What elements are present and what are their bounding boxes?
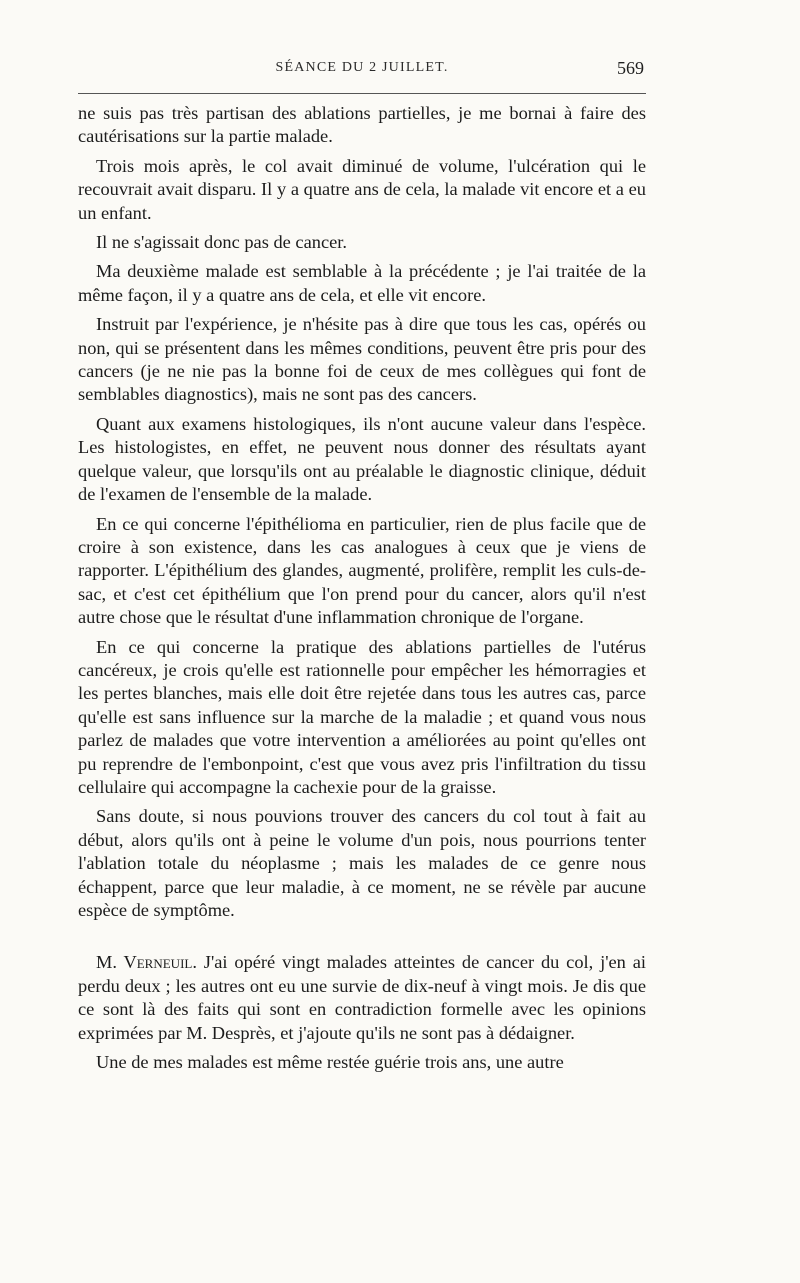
paragraph-7: En ce qui concerne l'épithélioma en particulier, rien de plus facile que de croire à son existence, dans les cas analogues à ceux que je viens de rapporter. L'épithélium des glandes, augmenté, prolifère, remplit les culs-de-sac, et c'est cet épithélium que l'on prend pour du cancer, alors qu'il n'est autre chose que le résultat d'une inflammation chronique de l'organe. xyxy=(78,513,646,628)
paragraph-11: Une de mes malades est même restée guérie trois ans, une autre xyxy=(96,1052,564,1073)
paragraph-1: ne suis pas très partisan des ablations partielles, je me bornai à faire des cautérisations sur la partie malade. xyxy=(78,103,646,147)
header-rule xyxy=(78,93,646,94)
paragraph-10-text: J'ai opéré vingt malades atteintes de cancer du col, j'en ai perdu deux ; les autres ont eu une survie de dix-neuf à vingt mois. Je dis que ce sont là des faits qui sont en contradiction formelle avec les opinions exprimées par M. Desprès, et j'ajoute qu'ils ne sont pas à dédaigner. xyxy=(78,952,646,1043)
paragraph-6: Quant aux examens histologiques, ils n'ont aucune valeur dans l'espèce. Les histologistes, en effet, ne peuvent nous donner des résultats ayant quelque valeur, que lorsqu'ils ont au préalable le diagnostic clinique, déduit de l'examen de l'ensemble de la malade. xyxy=(78,413,646,505)
paragraph-2: Trois mois après, le col avait diminué de volume, l'ulcération qui le recouvrait avait disparu. Il y a quatre ans de cela, la malade vit encore et a eu un enfant. xyxy=(78,155,646,223)
body-text xyxy=(78,102,646,1080)
paragraph-8: En ce qui concerne la pratique des ablations partielles de l'utérus cancéreux, je crois qu'elle est rationnelle pour empêcher les hémorragies et les pertes blanches, mais elle doit être rejetée dans tous les autres cas, parce qu'elle est sans influence sur la marche de la maladie ; et quand vous nous parlez de malades que votre intervention a améliorées au point qu'elles ont pu reprendre de l'embonpoint, c'est que vous avez pris l'infiltration du tissu cellulaire qui accompagne la cachexie pour de la graisse. xyxy=(78,636,646,797)
running-head xyxy=(78,58,646,84)
paragraph-4: Ma deuxième malade est semblable à la précédente ; je l'ai traitée de la même façon, il y a quatre ans de cela, et elle vit encore. xyxy=(78,261,646,305)
speaker-name: M. Verneuil. xyxy=(96,952,197,973)
paragraph-3: Il ne s'agissait donc pas de cancer. xyxy=(96,232,347,253)
paragraph-5: Instruit par l'expérience, je n'hésite pas à dire que tous les cas, opérés ou non, qui se présentent dans les mêmes conditions, peuvent être pris pour des cancers (je ne nie pas la bonne foi de ceux de mes collègues qui font de semblables diagnostics), mais ne sont pas des cancers. xyxy=(78,314,646,405)
paragraph-10 xyxy=(78,951,646,1045)
running-title: SÉANCE DU 2 JUILLET. xyxy=(275,60,449,75)
page-number: 569 xyxy=(617,58,644,78)
paragraph-9: Sans doute, si nous pouvions trouver des cancers du col tout à fait au début, alors qu'ils ont à peine le volume d'un pois, nous pourrions tenter l'ablation totale du néoplasme ; mais les malades de ce genre nous échappent, parce que leur maladie, à ce moment, ne se révèle par aucune espèce de symptôme. xyxy=(78,806,646,920)
